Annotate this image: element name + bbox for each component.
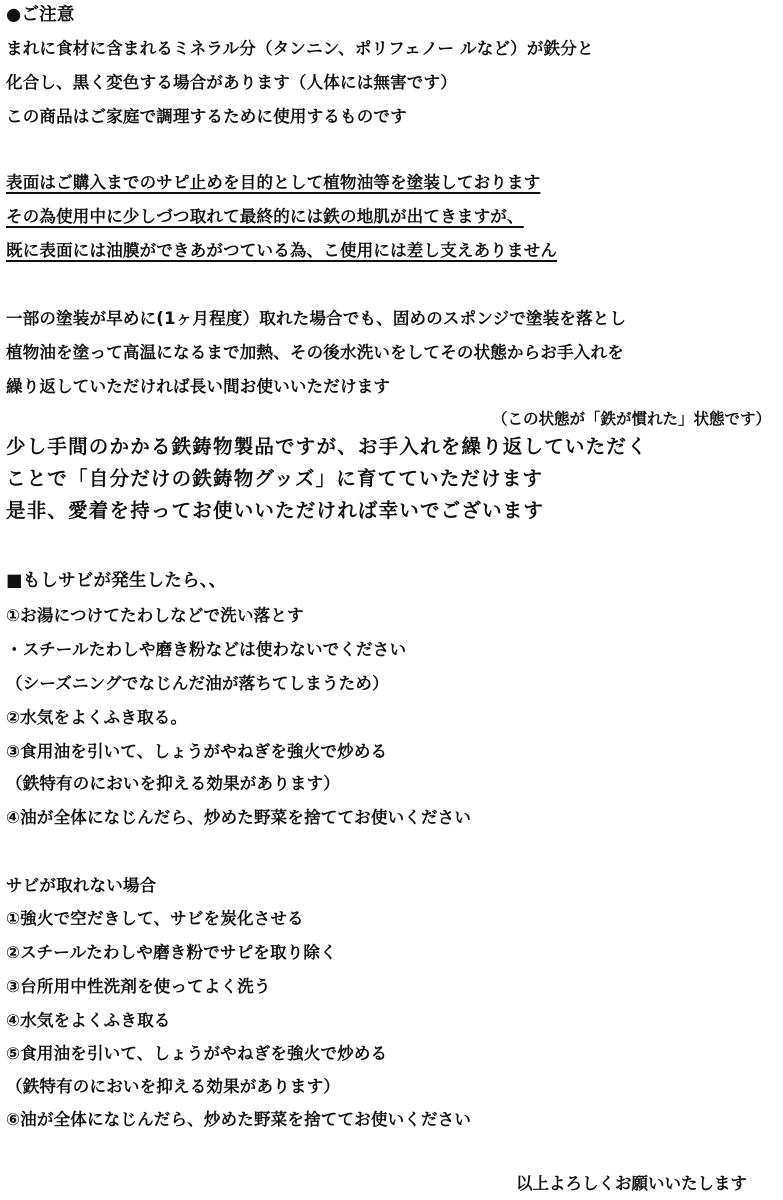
closing-text: 以上よろしくお願いいたします <box>516 1174 747 1193</box>
caution-line: 化合し、黒く変色する場合があります（人体には無害です） <box>6 73 457 92</box>
rust-not-removed-step: ①強火で空だきして、サビを炭化させる <box>6 909 304 928</box>
rust-occurs-step: ④油が全体になじんだら、炒めた野菜を捨ててお使いください <box>6 808 472 827</box>
coating-line: 既に表面には油膜ができあがつている為、こ使用には差し支えありません <box>6 241 558 260</box>
early-removal-line: 一部の塗装が早めに(1ヶ月程度）取れた場合でも、固めのスポンジで塗装を落とし <box>6 309 627 328</box>
rust-not-removed-step: ②スチールたわしや磨き粉でサピを取り除く <box>6 943 337 962</box>
rust-occurs-step: ・スチールたわしや磨き粉などは使わないでください <box>6 640 407 659</box>
message-line: 是非、愛着を持ってお使いいただければ幸いでございます <box>6 499 545 522</box>
caution-heading: ●ご注意 <box>6 5 75 25</box>
message-line: 少し手間のかかる鉄鋳物製品ですが、お手入れを繰り返していただく <box>6 435 648 458</box>
rust-occurs-step: （シーズニングでなじんだ油が落ちてしまうため） <box>6 674 389 693</box>
rust-occurs-step: ②水気をよくふき取る。 <box>6 708 188 727</box>
coating-line: 表面はご購入までのサピ止めを目的として植物油等を塗装しております <box>6 173 541 192</box>
rust-occurs-step: （鉄特有のにおいを抑える効果があります） <box>6 774 340 793</box>
caution-line: この商品はご家庭で調理するために使用するものです <box>6 107 407 126</box>
rust-not-removed-step: ④水気をよくふき取る <box>6 1011 171 1030</box>
rust-not-removed-step: （鉄特有のにおいを抑える効果があります） <box>6 1077 340 1096</box>
rust-occurs-step: ③食用油を引いて、しょうがやねぎを強火で炒める <box>6 742 388 761</box>
early-removal-line: 繰り返していただければ長い間お使いいただけます <box>6 377 391 396</box>
early-removal-line: 植物油を塗って高温になるまで加熱、その後水洗いをしてその状態からお手入れを <box>6 343 624 362</box>
rust-not-removed-step: ⑤食用油を引いて、しょうがやねぎを強火で炒める <box>6 1044 388 1063</box>
message-line: ことで「自分だけの鉄鋳物グッズ」に育てていただけます <box>6 467 544 490</box>
rust-not-removed-step: ③台所用中性洗剤を使ってよく洗う <box>6 977 271 996</box>
caution-line: まれに食材に含まれるミネラル分（タンニン、ポリフェノー ルなど）が鉄分と <box>6 39 594 58</box>
rust-occurs-heading: ■もしサビが発生したら、、 <box>6 571 227 591</box>
rust-not-removed-step: ⑥油が全体になじんだら、炒めた野菜を捨ててお使いください <box>6 1110 472 1129</box>
early-removal-note: （この状態が「鉄が慣れた」状態です） <box>491 410 771 428</box>
coating-line: その為使用中に少しづつ取れて最終的には鉄の地肌が出てきますが、 <box>6 207 524 226</box>
rust-not-removed-heading: サビが取れない場合 <box>6 876 157 895</box>
rust-occurs-step: ①お湯につけてたわしなどで洗い落とす <box>6 606 304 625</box>
